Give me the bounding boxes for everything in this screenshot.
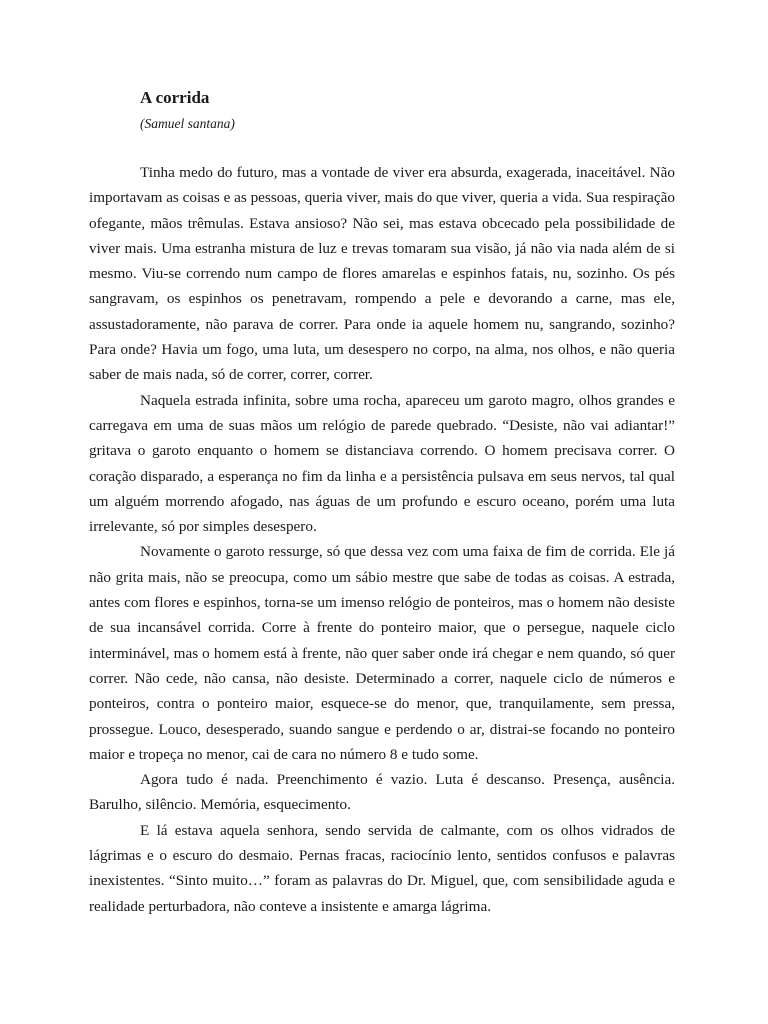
story-body xyxy=(89,160,675,919)
paragraph-1: Tinha medo do futuro, mas a vontade de viver era absurda, exagerada, inaceitável. Não importavam as coisas e as pessoas, queria viver, mais do que viver, queria a vida. Sua respiração ofegante, mãos trêmulas. Estava ansioso? Não sei, mas estava obcecado pela possibilidade de viver mais. Uma estranha mistura de luz e trevas tomaram sua visão, já não via nada além de si mesmo. Viu-se correndo num campo de flores amarelas e espinhos fatais, nu, sozinho. Os pés sangravam, os espinhos os penetravam, rompendo a pele e devorando a carne, mas ele, assustadoramente, não parava de correr. Para onde ia aquele homem nu, sangrando, sozinho? Para onde? Havia um fogo, uma luta, um desespero no corpo, na alma, nos olhos, e não queria saber de mais nada, só de correr, correr, correr. xyxy=(89,164,675,384)
paragraph-2: Naquela estrada infinita, sobre uma rocha, apareceu um garoto magro, olhos grandes e carregava em uma de suas mãos um relógio de parede quebrado. “Desiste, não vai adiantar!” gritava o garoto enquanto o homem se distanciava correndo. O homem precisava correr. O coração disparado, a esperança no fim da linha e a persistência pulsava em seus nervos, tal qual um alguém morrendo afogado, nas águas de um profundo e escuro oceano, porém uma luta irrelevante, só por simples desespero. xyxy=(89,391,675,536)
page-title: A corrida xyxy=(140,88,210,107)
document-page xyxy=(89,88,675,919)
paragraph-3: Novamente o garoto ressurge, só que dessa vez com uma faixa de fim de corrida. Ele já não grita mais, não se preocupa, como um sábio mestre que sabe de todas as coisas. A estrada, antes com flores e espinhos, torna-se um imenso relógio de ponteiros, mas o homem não desiste de sua incansável corrida. Corre à frente do ponteiro maior, que o persegue, naquele ciclo interminável, mas o homem está à frente, não quer saber onde irá chegar e nem quando, só quer correr. Não cede, não cansa, não desiste. Determinado a correr, naquele ciclo de números e ponteiros, contra o ponteiro maior, esquece-se do menor, que, tranquilamente, sem pressa, prossegue. Louco, desesperado, suando sangue e perdendo o ar, distrai-se focando no ponteiro maior e tropeça no menor, cai de cara no número 8 e tudo some. xyxy=(89,543,675,763)
paragraph-4: Agora tudo é nada. Preenchimento é vazio. Luta é descanso. Presença, ausência. Barulho, silêncio. Memória, esquecimento. xyxy=(89,771,675,814)
paragraph-5: E lá estava aquela senhora, sendo servida de calmante, com os olhos vidrados de lágrimas e o escuro do desmaio. Pernas fracas, raciocínio lento, sentidos confusos e palavras inexistentes. “Sinto muito…” foram as palavras do Dr. Miguel, que, com sensibilidade aguda e realidade perturbadora, não conteve a insistente e amarga lágrima. xyxy=(89,821,675,915)
author-line: (Samuel santana) xyxy=(140,116,235,131)
